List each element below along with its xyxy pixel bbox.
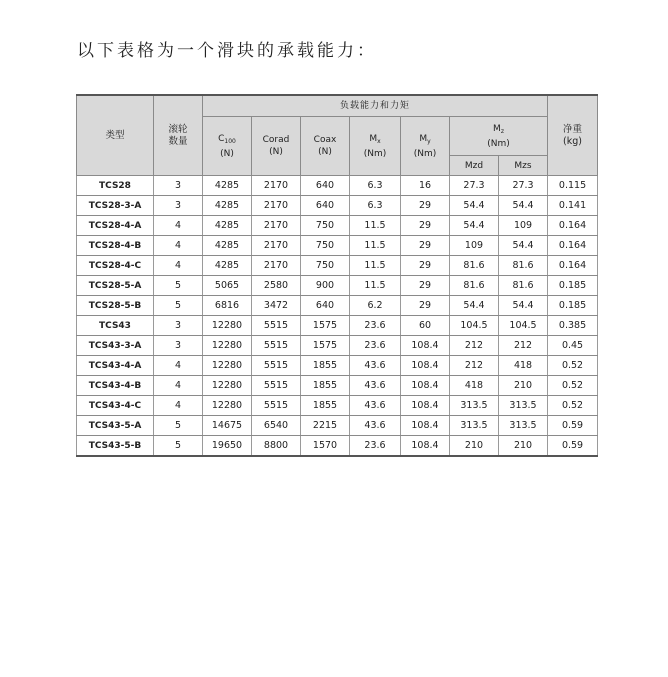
cell-mzs: 81.6 bbox=[499, 276, 548, 296]
cell-model: TCS43-5-B bbox=[77, 436, 154, 457]
cell-rollers: 3 bbox=[154, 336, 203, 356]
cell-coax: 640 bbox=[301, 176, 350, 196]
cell-rollers: 5 bbox=[154, 416, 203, 436]
cell-mzs: 418 bbox=[499, 356, 548, 376]
header-mx bbox=[350, 117, 401, 176]
cell-mzs: 54.4 bbox=[499, 196, 548, 216]
cell-weight: 0.164 bbox=[548, 256, 598, 276]
header-corad-main: Corad bbox=[262, 135, 290, 145]
cell-rollers: 4 bbox=[154, 356, 203, 376]
header-type: 类型 bbox=[77, 95, 154, 176]
cell-mzd: 27.3 bbox=[450, 176, 499, 196]
cell-mzd: 109 bbox=[450, 236, 499, 256]
cell-rollers: 4 bbox=[154, 216, 203, 236]
cell-weight: 0.115 bbox=[548, 176, 598, 196]
header-c100-main: C bbox=[218, 133, 225, 144]
cell-model: TCS28 bbox=[77, 176, 154, 196]
cell-mzd: 313.5 bbox=[450, 396, 499, 416]
cell-corad: 2170 bbox=[252, 236, 301, 256]
cell-mzd: 81.6 bbox=[450, 276, 499, 296]
cell-mzd: 210 bbox=[450, 436, 499, 457]
cell-weight: 0.185 bbox=[548, 296, 598, 316]
cell-mzs: 210 bbox=[499, 376, 548, 396]
cell-weight: 0.141 bbox=[548, 196, 598, 216]
cell-c100: 4285 bbox=[203, 256, 252, 276]
cell-weight: 0.164 bbox=[548, 236, 598, 256]
cell-my: 108.4 bbox=[401, 376, 450, 396]
cell-weight: 0.59 bbox=[548, 436, 598, 457]
cell-corad: 2170 bbox=[252, 256, 301, 276]
cell-rollers: 4 bbox=[154, 256, 203, 276]
cell-mx: 43.6 bbox=[350, 396, 401, 416]
cell-weight: 0.59 bbox=[548, 416, 598, 436]
cell-mzd: 104.5 bbox=[450, 316, 499, 336]
cell-model: TCS43-4-A bbox=[77, 356, 154, 376]
cell-coax: 750 bbox=[301, 236, 350, 256]
cell-mx: 11.5 bbox=[350, 256, 401, 276]
cell-c100: 12280 bbox=[203, 336, 252, 356]
cell-c100: 12280 bbox=[203, 376, 252, 396]
table-row bbox=[77, 296, 598, 316]
header-mzs: Mzs bbox=[499, 156, 548, 176]
cell-mzd: 212 bbox=[450, 356, 499, 376]
cell-coax: 1570 bbox=[301, 436, 350, 457]
cell-my: 16 bbox=[401, 176, 450, 196]
header-my-label bbox=[401, 133, 449, 148]
table-row bbox=[77, 436, 598, 457]
cell-mzs: 109 bbox=[499, 216, 548, 236]
cell-mx: 43.6 bbox=[350, 376, 401, 396]
cell-corad: 5515 bbox=[252, 356, 301, 376]
cell-my: 108.4 bbox=[401, 416, 450, 436]
cell-model: TCS43-4-C bbox=[77, 396, 154, 416]
header-mx-main: M bbox=[369, 133, 378, 144]
cell-coax: 1855 bbox=[301, 376, 350, 396]
cell-model: TCS43-4-B bbox=[77, 376, 154, 396]
cell-coax: 640 bbox=[301, 296, 350, 316]
cell-mzd: 212 bbox=[450, 336, 499, 356]
cell-c100: 5065 bbox=[203, 276, 252, 296]
header-corad-unit: (N) bbox=[269, 147, 283, 157]
cell-corad: 6540 bbox=[252, 416, 301, 436]
cell-model: TCS28-4-B bbox=[77, 236, 154, 256]
header-mx-label bbox=[350, 133, 400, 148]
cell-mx: 11.5 bbox=[350, 276, 401, 296]
cell-mzs: 104.5 bbox=[499, 316, 548, 336]
cell-mzs: 212 bbox=[499, 336, 548, 356]
header-c100-sub: 100 bbox=[224, 137, 236, 145]
cell-mzd: 54.4 bbox=[450, 296, 499, 316]
cell-c100: 4285 bbox=[203, 196, 252, 216]
cell-rollers: 5 bbox=[154, 276, 203, 296]
cell-my: 60 bbox=[401, 316, 450, 336]
cell-weight: 0.385 bbox=[548, 316, 598, 336]
header-mz-main: M bbox=[493, 123, 501, 134]
cell-corad: 3472 bbox=[252, 296, 301, 316]
table-row bbox=[77, 196, 598, 216]
cell-mx: 43.6 bbox=[350, 416, 401, 436]
header-my-sub: y bbox=[427, 137, 431, 145]
cell-mx: 43.6 bbox=[350, 356, 401, 376]
header-coax-main: Coax bbox=[313, 135, 337, 145]
cell-coax: 1575 bbox=[301, 336, 350, 356]
cell-my: 29 bbox=[401, 296, 450, 316]
cell-c100: 19650 bbox=[203, 436, 252, 457]
header-mz-label bbox=[450, 123, 547, 138]
table-row bbox=[77, 276, 598, 296]
header-weight bbox=[548, 95, 598, 176]
cell-model: TCS28-5-A bbox=[77, 276, 154, 296]
header-c100-label bbox=[203, 133, 251, 148]
cell-c100: 12280 bbox=[203, 356, 252, 376]
header-my-unit: (Nm) bbox=[413, 148, 437, 159]
cell-coax: 1855 bbox=[301, 356, 350, 376]
cell-my: 29 bbox=[401, 196, 450, 216]
header-weight-line1: 净重 bbox=[563, 123, 583, 135]
cell-mx: 23.6 bbox=[350, 316, 401, 336]
cell-rollers: 3 bbox=[154, 316, 203, 336]
cell-corad: 2170 bbox=[252, 196, 301, 216]
cell-mzs: 54.4 bbox=[499, 296, 548, 316]
cell-corad: 5515 bbox=[252, 396, 301, 416]
table-row bbox=[77, 416, 598, 436]
header-rollers-line1: 滚轮 bbox=[168, 123, 188, 135]
cell-c100: 6816 bbox=[203, 296, 252, 316]
cell-c100: 12280 bbox=[203, 316, 252, 336]
header-rollers-line2: 数量 bbox=[168, 135, 188, 147]
cell-mx: 11.5 bbox=[350, 236, 401, 256]
cell-weight: 0.52 bbox=[548, 356, 598, 376]
header-mz-sub: z bbox=[500, 127, 504, 135]
header-mz-unit: (Nm) bbox=[487, 138, 510, 149]
table-body bbox=[77, 176, 598, 457]
cell-mzs: 54.4 bbox=[499, 236, 548, 256]
table-row bbox=[77, 216, 598, 236]
table-row bbox=[77, 336, 598, 356]
cell-rollers: 5 bbox=[154, 436, 203, 457]
cell-mzs: 81.6 bbox=[499, 256, 548, 276]
cell-corad: 2170 bbox=[252, 176, 301, 196]
cell-coax: 1575 bbox=[301, 316, 350, 336]
cell-c100: 12280 bbox=[203, 396, 252, 416]
table-row bbox=[77, 316, 598, 336]
cell-weight: 0.164 bbox=[548, 216, 598, 236]
cell-mzd: 54.4 bbox=[450, 216, 499, 236]
cell-weight: 0.52 bbox=[548, 376, 598, 396]
cell-mzs: 27.3 bbox=[499, 176, 548, 196]
header-my-main: M bbox=[419, 133, 428, 144]
cell-model: TCS28-4-A bbox=[77, 216, 154, 236]
cell-coax: 1855 bbox=[301, 396, 350, 416]
cell-mx: 6.2 bbox=[350, 296, 401, 316]
cell-corad: 5515 bbox=[252, 376, 301, 396]
cell-rollers: 4 bbox=[154, 396, 203, 416]
header-mz bbox=[450, 117, 548, 156]
cell-coax: 750 bbox=[301, 256, 350, 276]
header-coax bbox=[301, 117, 350, 176]
cell-coax: 900 bbox=[301, 276, 350, 296]
cell-mzs: 210 bbox=[499, 436, 548, 457]
load-capacity-table bbox=[76, 94, 598, 457]
table-row bbox=[77, 376, 598, 396]
cell-my: 29 bbox=[401, 276, 450, 296]
cell-coax: 750 bbox=[301, 216, 350, 236]
cell-mx: 11.5 bbox=[350, 216, 401, 236]
cell-my: 108.4 bbox=[401, 436, 450, 457]
cell-mzd: 81.6 bbox=[450, 256, 499, 276]
cell-mzs: 313.5 bbox=[499, 416, 548, 436]
cell-corad: 5515 bbox=[252, 316, 301, 336]
header-mzd: Mzd bbox=[450, 156, 499, 176]
cell-mzd: 313.5 bbox=[450, 416, 499, 436]
cell-model: TCS28-4-C bbox=[77, 256, 154, 276]
header-load-group: 负载能力和力矩 bbox=[203, 95, 548, 117]
header-my bbox=[401, 117, 450, 176]
cell-c100: 4285 bbox=[203, 236, 252, 256]
cell-my: 108.4 bbox=[401, 356, 450, 376]
cell-coax: 640 bbox=[301, 196, 350, 216]
cell-mzd: 418 bbox=[450, 376, 499, 396]
cell-coax: 2215 bbox=[301, 416, 350, 436]
cell-rollers: 3 bbox=[154, 196, 203, 216]
cell-rollers: 5 bbox=[154, 296, 203, 316]
header-coax-unit: (N) bbox=[318, 147, 332, 157]
cell-weight: 0.52 bbox=[548, 396, 598, 416]
cell-mzd: 54.4 bbox=[450, 196, 499, 216]
cell-mzs: 313.5 bbox=[499, 396, 548, 416]
header-c100-unit: (N) bbox=[220, 148, 234, 159]
table-row bbox=[77, 396, 598, 416]
cell-c100: 4285 bbox=[203, 216, 252, 236]
cell-mx: 6.3 bbox=[350, 196, 401, 216]
header-rollers bbox=[154, 95, 203, 176]
cell-weight: 0.185 bbox=[548, 276, 598, 296]
cell-rollers: 3 bbox=[154, 176, 203, 196]
header-mx-sub: x bbox=[377, 137, 381, 145]
cell-weight: 0.45 bbox=[548, 336, 598, 356]
cell-my: 29 bbox=[401, 256, 450, 276]
table-row bbox=[77, 236, 598, 256]
cell-my: 29 bbox=[401, 216, 450, 236]
cell-model: TCS43-5-A bbox=[77, 416, 154, 436]
header-weight-line2: (kg) bbox=[563, 135, 582, 147]
cell-model: TCS28-3-A bbox=[77, 196, 154, 216]
header-mx-unit: (Nm) bbox=[363, 148, 387, 159]
cell-model: TCS43-3-A bbox=[77, 336, 154, 356]
cell-mx: 6.3 bbox=[350, 176, 401, 196]
cell-corad: 5515 bbox=[252, 336, 301, 356]
table-row bbox=[77, 256, 598, 276]
cell-model: TCS28-5-B bbox=[77, 296, 154, 316]
header-c100 bbox=[203, 117, 252, 176]
cell-rollers: 4 bbox=[154, 236, 203, 256]
cell-c100: 4285 bbox=[203, 176, 252, 196]
cell-my: 29 bbox=[401, 236, 450, 256]
cell-my: 108.4 bbox=[401, 396, 450, 416]
cell-corad: 2580 bbox=[252, 276, 301, 296]
header-corad bbox=[252, 117, 301, 176]
cell-corad: 8800 bbox=[252, 436, 301, 457]
cell-mx: 23.6 bbox=[350, 336, 401, 356]
table-row bbox=[77, 356, 598, 376]
cell-corad: 2170 bbox=[252, 216, 301, 236]
table-row bbox=[77, 176, 598, 196]
cell-rollers: 4 bbox=[154, 376, 203, 396]
cell-c100: 14675 bbox=[203, 416, 252, 436]
page-heading: 以下表格为一个滑块的承载能力： bbox=[77, 41, 377, 61]
cell-mx: 23.6 bbox=[350, 436, 401, 457]
cell-model: TCS43 bbox=[77, 316, 154, 336]
cell-my: 108.4 bbox=[401, 336, 450, 356]
